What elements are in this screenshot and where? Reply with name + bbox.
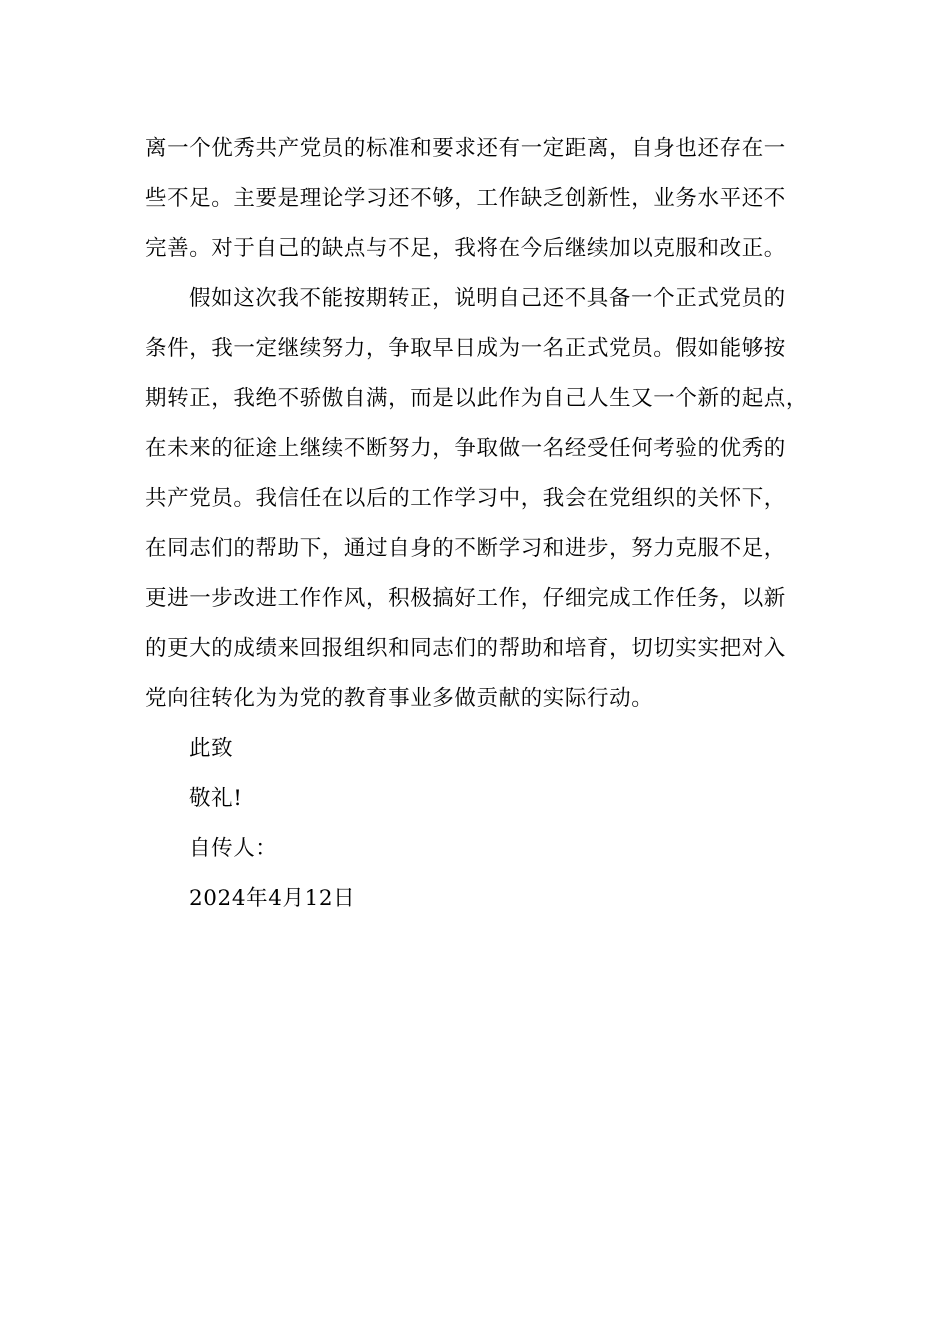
paragraph-line: 离一个优秀共产党员的标准和要求还有一定距离，自身也还存在一 (145, 136, 786, 161)
closing-salutation-2: 敬礼! (189, 786, 243, 811)
paragraph-line: 完善。对于自己的缺点与不足，我将在今后继续加以克服和改正。 (145, 236, 786, 261)
signature-label: 自传人： (189, 836, 278, 861)
paragraph-line: 党向往转化为为党的教育事业多做贡献的实际行动。 (145, 686, 654, 711)
paragraph-line: 共产党员。我信任在以后的工作学习中，我会在党组织的关怀下， (145, 486, 786, 511)
paragraph-line: 假如这次我不能按期转正，说明自己还不具备一个正式党员的 (189, 286, 786, 311)
paragraph-line: 更进一步改进工作作风，积极搞好工作，仔细完成工作任务，以新 (145, 586, 786, 611)
paragraph-line: 些不足。主要是理论学习还不够，工作缺乏创新性，业务水平还不 (145, 186, 786, 211)
document-date: 2024年4月12日 (189, 886, 356, 911)
paragraph-line: 在未来的征途上继续不断努力，争取做一名经受任何考验的优秀的 (145, 436, 786, 461)
paragraph-line: 期转正，我绝不骄傲自满，而是以此作为自己人生又一个新的起点， (145, 386, 809, 411)
closing-salutation-1: 此致 (189, 736, 234, 761)
paragraph-line: 条件，我一定继续努力，争取早日成为一名正式党员。假如能够按 (145, 336, 786, 361)
paragraph-line: 的更大的成绩来回报组织和同志们的帮助和培育，切切实实把对入 (145, 636, 786, 661)
paragraph-line: 在同志们的帮助下，通过自身的不断学习和进步，努力克服不足， (145, 536, 786, 561)
